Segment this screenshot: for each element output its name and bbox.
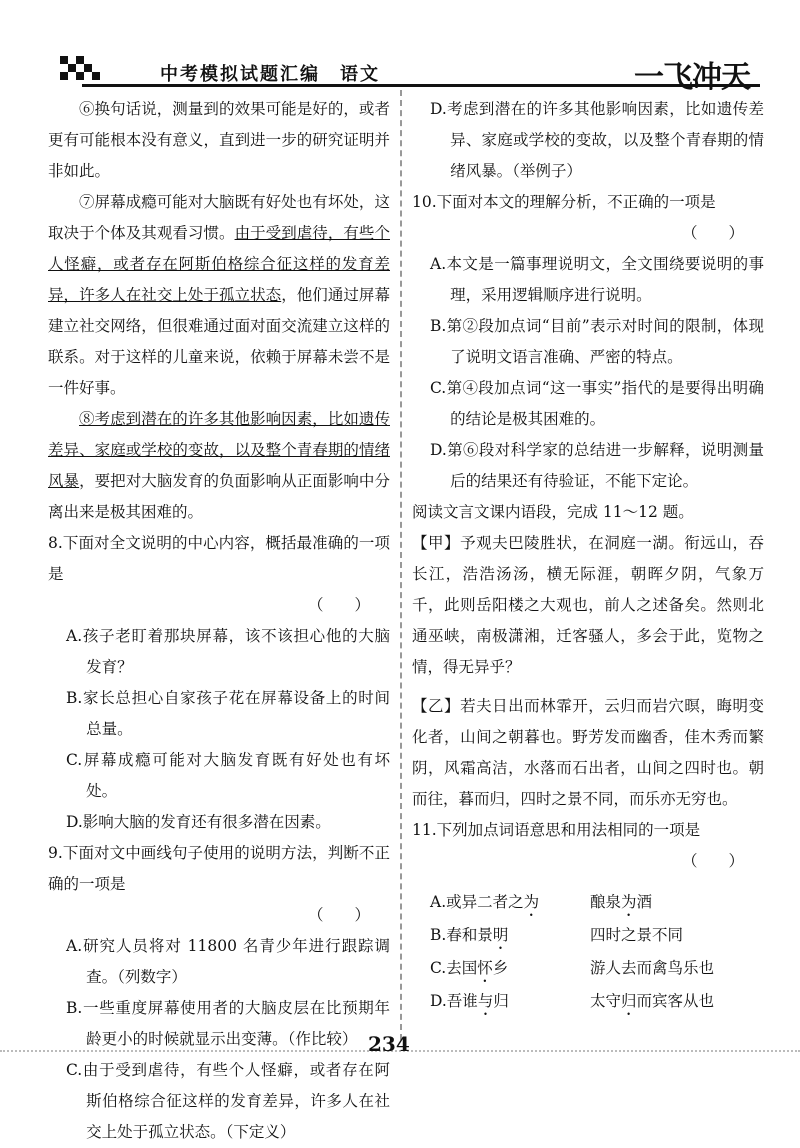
- option-d: D.考虑到潜在的许多其他影响因素，比如遗传差异、家庭或学校的变故，以及整个青春期的情绪风暴。（举例子）: [430, 100, 764, 180]
- pair-right: [590, 887, 652, 920]
- option-pair-a: [430, 887, 764, 920]
- pair-text: 而宾客从也: [636, 992, 715, 1010]
- left-column: [48, 94, 390, 1148]
- option-c: C.屏幕成瘾可能对大脑发育既有好处也有坏处。: [66, 751, 390, 800]
- pair-text: 酒: [636, 893, 653, 911]
- option-d: D.第⑥段对科学家的总结进一步解释，说明测量后的结果还有待验证，不能下定论。: [430, 441, 764, 490]
- pair-left: [430, 986, 590, 1019]
- option-b: B.第②段加点词“目前”表示对时间的限制，体现了说明文语言准确、严密的特点。: [430, 317, 764, 366]
- pair-text: C.去国: [430, 959, 478, 977]
- option-d: D.影响大脑的发育还有很多潜在因素。: [66, 813, 331, 831]
- dotted-word: 为: [523, 893, 540, 911]
- passage-jia: 【甲】予观夫巴陵胜状，在洞庭一湖。衔远山，吞长江，浩浩汤汤，横无际涯，朝晖夕阴，气象万千，此则岳阳楼之大观也，前人之述备矣。然则北通巫峡，南极潇湘，迁客骚人，多会于此，览物之情，得无异乎？: [412, 534, 764, 676]
- p8-text-end: ，要把对大脑发育的负面影响从正面影响中分离出来是极其困难的。: [48, 472, 390, 521]
- dotted-word: 与: [477, 992, 494, 1010]
- option-b: B.一些重度屏幕使用者的大脑皮层在比预期年龄更小的时候就显示出变薄。（作比较）: [66, 999, 390, 1048]
- right-column: [412, 94, 764, 1019]
- pair-left: [430, 887, 590, 920]
- pair-right: 游人去而禽鸟乐也: [590, 959, 715, 977]
- option-a: A.研究人员将对 11800 名青少年进行跟踪调查。（列数字）: [66, 937, 390, 986]
- dotted-word: 明: [492, 926, 509, 944]
- option-pair-d: [430, 986, 764, 1019]
- pair-text: D.吾谁: [430, 992, 478, 1010]
- question-9: 9.下面对文中画线句子使用的说明方法，判断不正确的一项是: [48, 844, 390, 893]
- option-pair-b: [430, 920, 764, 953]
- pair-text: 乡: [492, 959, 509, 977]
- option-pair-c: [430, 953, 764, 986]
- column-divider: [400, 90, 402, 1040]
- p7-text: ⑦屏幕成瘾可能对大脑既有好处也有坏处，这取决于个体及其观看习惯。: [48, 193, 390, 242]
- answer-blank: （ ）: [681, 224, 744, 242]
- answer-blank: （ ）: [681, 852, 744, 870]
- pair-text: A.或异二者之: [430, 893, 524, 911]
- page-number: 234: [368, 1032, 410, 1056]
- header-rule: [82, 84, 760, 87]
- dotted-word: 为: [621, 893, 637, 911]
- paragraph-8: [48, 404, 390, 528]
- option-a: A.孩子老盯着那块屏幕，该不该担心他的大脑发育？: [66, 627, 390, 676]
- brand-logo: 一飞冲天: [634, 60, 750, 95]
- option-pairs: [430, 887, 764, 1019]
- paragraph-7: [48, 187, 390, 404]
- question-8: 8.下面对全文说明的中心内容，概括最准确的一项是: [48, 534, 390, 583]
- book-title: 中考模拟试题汇编 语文: [160, 64, 380, 85]
- pair-text: 酿泉: [590, 893, 622, 911]
- option-a: A.本文是一篇事理说明文，全文围绕要说明的事理，采用逻辑顺序进行说明。: [430, 255, 764, 304]
- pair-text: 归: [493, 992, 509, 1010]
- answer-blank: （ ）: [307, 906, 370, 924]
- reading-intro: 阅读文言文课内语段，完成 11～12 题。: [412, 503, 694, 521]
- question-11: 11.下列加点词语意思和用法相同的一项是: [412, 821, 701, 839]
- checker-logo-icon: [60, 56, 130, 86]
- passage-yi: 【乙】若夫日出而林霏开，云归而岩穴暝，晦明变化者，山间之朝暮也。野芳发而幽香，佳木秀而繁阴，风霜高洁，水落而石出者，山间之四时也。朝而往，暮而归，四时之景不同，而乐亦无穷也。: [412, 697, 764, 808]
- pair-text: B.春和景: [430, 926, 493, 944]
- dotted-word: 怀: [477, 959, 493, 977]
- option-b: B.家长总担心自家孩子花在屏幕设备上的时间总量。: [66, 689, 390, 738]
- pair-right: 四时之景不同: [590, 926, 684, 944]
- p7-text-end: ，他们通过屏幕建立社交网络，但很难通过面对面交流建立这样的联系。对于这样的儿童来说，依赖于屏幕未尝不是一件好事。: [48, 286, 390, 397]
- question-10: 10.下面对本文的理解分析，不正确的一项是: [412, 193, 716, 211]
- underlined-sentence: ⑧考虑到潜在的许多其他影响因素，比如遗传差异、家庭或学校的变故，以及整个青春期的情绪风暴: [48, 410, 390, 490]
- paragraph-6: ⑥换句话说，测量到的效果可能是好的，或者更有可能根本没有意义，直到进一步的研究证明并非如此。: [48, 100, 390, 180]
- option-c: C.由于受到虐待，有些个人怪癖，或者存在阿斯伯格综合征这样的发育差异，许多人在社交上处于孤立状态。（下定义）: [66, 1061, 390, 1141]
- underlined-sentence: 由于受到虐待，有些个人怪癖，或者存在阿斯伯格综合征这样的发育差异，许多人在社交上处于孤立状态: [48, 224, 390, 304]
- pair-text: 太守: [590, 992, 622, 1010]
- option-c: C.第④段加点词“这一事实”指代的是要得出明确的结论是极其困难的。: [430, 379, 764, 428]
- pair-left: [430, 920, 590, 953]
- page-header: [40, 42, 760, 95]
- dotted-word: 归: [621, 992, 637, 1010]
- answer-blank: （ ）: [307, 596, 370, 614]
- pair-left: [430, 953, 590, 986]
- pair-right: [590, 986, 714, 1019]
